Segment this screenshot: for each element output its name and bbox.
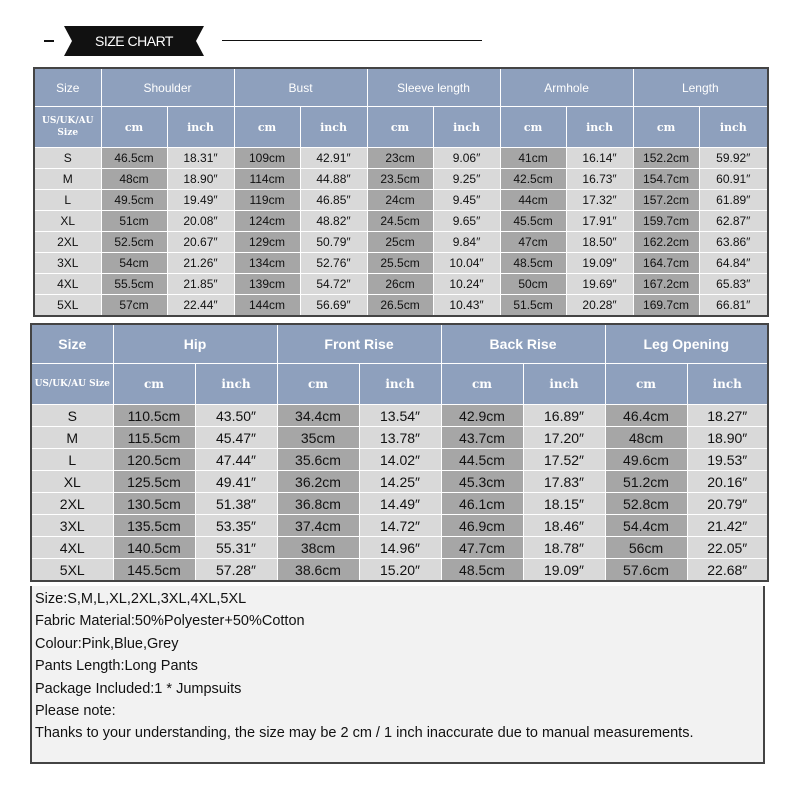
- cm-value-cell: 26.5cm: [367, 295, 433, 317]
- size-cell: XL: [31, 471, 113, 493]
- size-cell: 5XL: [34, 295, 101, 317]
- size-chart-title: SIZE CHART: [95, 33, 173, 49]
- inch-value-cell: 19.53″: [687, 449, 768, 471]
- inch-value-cell: 16.14″: [566, 148, 633, 169]
- cm-value-cell: 46.5cm: [101, 148, 167, 169]
- inch-value-cell: 18.27″: [687, 405, 768, 427]
- cm-value-cell: 164.7cm: [633, 253, 699, 274]
- size-cell: 2XL: [31, 493, 113, 515]
- inch-value-cell: 20.28″: [566, 295, 633, 317]
- inch-value-cell: 18.50″: [566, 232, 633, 253]
- inch-value-cell: 9.25″: [433, 169, 500, 190]
- unit-inch-header: inch: [167, 107, 234, 148]
- cm-value-cell: 135.5cm: [113, 515, 195, 537]
- inch-value-cell: 53.35″: [195, 515, 277, 537]
- cm-value-cell: 44.5cm: [441, 449, 523, 471]
- unit-inch-header: inch: [300, 107, 367, 148]
- inch-value-cell: 9.45″: [433, 190, 500, 211]
- cm-value-cell: 45.5cm: [500, 211, 566, 232]
- unit-cm-header: cm: [441, 364, 523, 405]
- cm-value-cell: 57.6cm: [605, 559, 687, 582]
- cm-value-cell: 157.2cm: [633, 190, 699, 211]
- unit-cm-header: cm: [101, 107, 167, 148]
- inch-value-cell: 50.79″: [300, 232, 367, 253]
- measure-group-header: Bust: [234, 68, 367, 107]
- unit-cm-header: cm: [234, 107, 300, 148]
- inch-value-cell: 47.44″: [195, 449, 277, 471]
- inch-value-cell: 10.04″: [433, 253, 500, 274]
- cm-value-cell: 36.8cm: [277, 493, 359, 515]
- cm-value-cell: 167.2cm: [633, 274, 699, 295]
- cm-value-cell: 50cm: [500, 274, 566, 295]
- unit-cm-header: cm: [277, 364, 359, 405]
- size-column-header: Size: [31, 324, 113, 364]
- size-cell: M: [34, 169, 101, 190]
- inch-value-cell: 54.72″: [300, 274, 367, 295]
- table-row: [34, 295, 768, 317]
- inch-value-cell: 45.47″: [195, 427, 277, 449]
- cm-value-cell: 54.4cm: [605, 515, 687, 537]
- inch-value-cell: 49.41″: [195, 471, 277, 493]
- inch-value-cell: 65.83″: [699, 274, 768, 295]
- table-row: [34, 253, 768, 274]
- cm-value-cell: 154.7cm: [633, 169, 699, 190]
- size-cell: S: [31, 405, 113, 427]
- inch-value-cell: 17.32″: [566, 190, 633, 211]
- inch-value-cell: 44.88″: [300, 169, 367, 190]
- unit-inch-header: inch: [566, 107, 633, 148]
- unit-cm-header: cm: [633, 107, 699, 148]
- cm-value-cell: 25cm: [367, 232, 433, 253]
- inch-value-cell: 13.78″: [359, 427, 441, 449]
- cm-value-cell: 48.5cm: [500, 253, 566, 274]
- note-line: Size:S,M,L,XL,2XL,3XL,4XL,5XL: [35, 591, 247, 607]
- cm-value-cell: 114cm: [234, 169, 300, 190]
- unit-inch-header: inch: [687, 364, 768, 405]
- table-row: [31, 537, 768, 559]
- cm-value-cell: 38.6cm: [277, 559, 359, 582]
- inch-value-cell: 19.09″: [523, 559, 605, 582]
- group-header-row: [34, 68, 768, 107]
- inch-value-cell: 10.24″: [433, 274, 500, 295]
- cm-value-cell: 25.5cm: [367, 253, 433, 274]
- upper-size-table: [33, 67, 769, 317]
- cm-value-cell: 38cm: [277, 537, 359, 559]
- unit-cm-header: cm: [605, 364, 687, 405]
- cm-value-cell: 26cm: [367, 274, 433, 295]
- cm-value-cell: 145.5cm: [113, 559, 195, 582]
- cm-value-cell: 48cm: [605, 427, 687, 449]
- inch-value-cell: 18.31″: [167, 148, 234, 169]
- measure-group-header: Front Rise: [277, 324, 441, 364]
- unit-inch-header: inch: [523, 364, 605, 405]
- cm-value-cell: 42.9cm: [441, 405, 523, 427]
- cm-value-cell: 159.7cm: [633, 211, 699, 232]
- inch-value-cell: 9.84″: [433, 232, 500, 253]
- table-row: [34, 148, 768, 169]
- size-cell: 4XL: [34, 274, 101, 295]
- cm-value-cell: 51.5cm: [500, 295, 566, 317]
- cm-value-cell: 120.5cm: [113, 449, 195, 471]
- cm-value-cell: 23.5cm: [367, 169, 433, 190]
- inch-value-cell: 55.31″: [195, 537, 277, 559]
- cm-value-cell: 129cm: [234, 232, 300, 253]
- cm-value-cell: 124cm: [234, 211, 300, 232]
- measure-group-header: Back Rise: [441, 324, 605, 364]
- inch-value-cell: 22.05″: [687, 537, 768, 559]
- inch-value-cell: 14.02″: [359, 449, 441, 471]
- unit-cm-header: cm: [367, 107, 433, 148]
- unit-header-row: [31, 364, 768, 405]
- lower-size-table: [30, 323, 769, 582]
- inch-value-cell: 18.90″: [167, 169, 234, 190]
- size-cell: XL: [34, 211, 101, 232]
- unit-inch-header: inch: [699, 107, 768, 148]
- product-notes: [30, 586, 765, 764]
- note-line: Please note:: [35, 703, 116, 720]
- cm-value-cell: 162.2cm: [633, 232, 699, 253]
- size-cell: 3XL: [31, 515, 113, 537]
- table-row: [34, 232, 768, 253]
- inch-value-cell: 66.81″: [699, 295, 768, 317]
- inch-value-cell: 17.91″: [566, 211, 633, 232]
- size-cell: S: [34, 148, 101, 169]
- inch-value-cell: 61.89″: [699, 190, 768, 211]
- cm-value-cell: 56cm: [605, 537, 687, 559]
- inch-value-cell: 51.38″: [195, 493, 277, 515]
- cm-value-cell: 49.5cm: [101, 190, 167, 211]
- cm-value-cell: 35.6cm: [277, 449, 359, 471]
- table-row: [31, 405, 768, 427]
- unit-header-row: [34, 107, 768, 148]
- cm-value-cell: 23cm: [367, 148, 433, 169]
- cm-value-cell: 45.3cm: [441, 471, 523, 493]
- size-column-header: Size: [34, 68, 101, 107]
- cm-value-cell: 130.5cm: [113, 493, 195, 515]
- measure-group-header: Shoulder: [101, 68, 234, 107]
- cm-value-cell: 139cm: [234, 274, 300, 295]
- inch-value-cell: 48.82″: [300, 211, 367, 232]
- inch-value-cell: 64.84″: [699, 253, 768, 274]
- inch-value-cell: 52.76″: [300, 253, 367, 274]
- inch-value-cell: 43.50″: [195, 405, 277, 427]
- inch-value-cell: 22.44″: [167, 295, 234, 317]
- inch-value-cell: 59.92″: [699, 148, 768, 169]
- cm-value-cell: 24cm: [367, 190, 433, 211]
- inch-value-cell: 17.83″: [523, 471, 605, 493]
- inch-value-cell: 22.68″: [687, 559, 768, 582]
- cm-value-cell: 110.5cm: [113, 405, 195, 427]
- inch-value-cell: 16.89″: [523, 405, 605, 427]
- inch-value-cell: 18.90″: [687, 427, 768, 449]
- size-chart-banner: [64, 26, 204, 56]
- inch-value-cell: 9.06″: [433, 148, 500, 169]
- inch-value-cell: 21.85″: [167, 274, 234, 295]
- inch-value-cell: 19.69″: [566, 274, 633, 295]
- table-row: [34, 211, 768, 232]
- inch-value-cell: 20.08″: [167, 211, 234, 232]
- cm-value-cell: 115.5cm: [113, 427, 195, 449]
- cm-value-cell: 49.6cm: [605, 449, 687, 471]
- cm-value-cell: 48cm: [101, 169, 167, 190]
- cm-value-cell: 152.2cm: [633, 148, 699, 169]
- inch-value-cell: 57.28″: [195, 559, 277, 582]
- header-rule: [222, 40, 482, 41]
- size-cell: 4XL: [31, 537, 113, 559]
- cm-value-cell: 125.5cm: [113, 471, 195, 493]
- inch-value-cell: 63.86″: [699, 232, 768, 253]
- inch-value-cell: 19.09″: [566, 253, 633, 274]
- table-row: [31, 559, 768, 582]
- size-cell: 3XL: [34, 253, 101, 274]
- cm-value-cell: 57cm: [101, 295, 167, 317]
- inch-value-cell: 17.20″: [523, 427, 605, 449]
- table-row: [31, 449, 768, 471]
- header-dash: [44, 40, 54, 42]
- cm-value-cell: 46.9cm: [441, 515, 523, 537]
- inch-value-cell: 14.25″: [359, 471, 441, 493]
- inch-value-cell: 15.20″: [359, 559, 441, 582]
- measure-group-header: Leg Opening: [605, 324, 768, 364]
- cm-value-cell: 46.1cm: [441, 493, 523, 515]
- inch-value-cell: 62.87″: [699, 211, 768, 232]
- table-row: [31, 471, 768, 493]
- inch-value-cell: 19.49″: [167, 190, 234, 211]
- inch-value-cell: 18.46″: [523, 515, 605, 537]
- table-row: [31, 427, 768, 449]
- size-chart-header: [0, 0, 800, 70]
- inch-value-cell: 21.26″: [167, 253, 234, 274]
- size-region-label: US/UK/AU Size: [34, 107, 101, 148]
- cm-value-cell: 52.8cm: [605, 493, 687, 515]
- unit-cm-header: cm: [113, 364, 195, 405]
- table-row: [31, 493, 768, 515]
- inch-value-cell: 17.52″: [523, 449, 605, 471]
- cm-value-cell: 119cm: [234, 190, 300, 211]
- table-row: [34, 190, 768, 211]
- cm-value-cell: 46.4cm: [605, 405, 687, 427]
- measure-group-header: Sleeve length: [367, 68, 500, 107]
- size-region-label: US/UK/AU Size: [31, 364, 113, 405]
- cm-value-cell: 36.2cm: [277, 471, 359, 493]
- measure-group-header: Hip: [113, 324, 277, 364]
- note-line: Fabric Material:50%Polyester+50%Cotton: [35, 613, 305, 630]
- table-row: [34, 274, 768, 295]
- cm-value-cell: 35cm: [277, 427, 359, 449]
- inch-value-cell: 14.72″: [359, 515, 441, 537]
- table-row: [34, 169, 768, 190]
- cm-value-cell: 43.7cm: [441, 427, 523, 449]
- cm-value-cell: 51cm: [101, 211, 167, 232]
- inch-value-cell: 10.43″: [433, 295, 500, 317]
- cm-value-cell: 47cm: [500, 232, 566, 253]
- note-line: Package Included:1 * Jumpsuits: [35, 680, 242, 697]
- inch-value-cell: 20.67″: [167, 232, 234, 253]
- cm-value-cell: 52.5cm: [101, 232, 167, 253]
- cm-value-cell: 37.4cm: [277, 515, 359, 537]
- inch-value-cell: 20.79″: [687, 493, 768, 515]
- inch-value-cell: 14.96″: [359, 537, 441, 559]
- cm-value-cell: 42.5cm: [500, 169, 566, 190]
- table-row: [31, 515, 768, 537]
- cm-value-cell: 134cm: [234, 253, 300, 274]
- cm-value-cell: 44cm: [500, 190, 566, 211]
- cm-value-cell: 51.2cm: [605, 471, 687, 493]
- inch-value-cell: 13.54″: [359, 405, 441, 427]
- note-line: Pants Length:Long Pants: [35, 658, 198, 675]
- inch-value-cell: 21.42″: [687, 515, 768, 537]
- unit-inch-header: inch: [195, 364, 277, 405]
- inch-value-cell: 14.49″: [359, 493, 441, 515]
- inch-value-cell: 42.91″: [300, 148, 367, 169]
- unit-inch-header: inch: [359, 364, 441, 405]
- cm-value-cell: 34.4cm: [277, 405, 359, 427]
- inch-value-cell: 18.78″: [523, 537, 605, 559]
- inch-value-cell: 18.15″: [523, 493, 605, 515]
- inch-value-cell: 20.16″: [687, 471, 768, 493]
- cm-value-cell: 24.5cm: [367, 211, 433, 232]
- group-header-row: [31, 324, 768, 364]
- cm-value-cell: 55.5cm: [101, 274, 167, 295]
- note-line: Colour:Pink,Blue,Grey: [35, 635, 179, 652]
- cm-value-cell: 169.7cm: [633, 295, 699, 317]
- inch-value-cell: 16.73″: [566, 169, 633, 190]
- size-cell: 2XL: [34, 232, 101, 253]
- inch-value-cell: 9.65″: [433, 211, 500, 232]
- cm-value-cell: 144cm: [234, 295, 300, 317]
- size-cell: L: [31, 449, 113, 471]
- inch-value-cell: 60.91″: [699, 169, 768, 190]
- note-line: Thanks to your understanding, the size may be 2 cm / 1 inch inaccurate due to manual measurements.: [35, 725, 694, 742]
- inch-value-cell: 46.85″: [300, 190, 367, 211]
- size-cell: L: [34, 190, 101, 211]
- size-cell: 5XL: [31, 559, 113, 582]
- measure-group-header: Length: [633, 68, 768, 107]
- cm-value-cell: 109cm: [234, 148, 300, 169]
- size-cell: M: [31, 427, 113, 449]
- cm-value-cell: 41cm: [500, 148, 566, 169]
- measure-group-header: Armhole: [500, 68, 633, 107]
- unit-cm-header: cm: [500, 107, 566, 148]
- inch-value-cell: 56.69″: [300, 295, 367, 317]
- cm-value-cell: 47.7cm: [441, 537, 523, 559]
- cm-value-cell: 54cm: [101, 253, 167, 274]
- cm-value-cell: 140.5cm: [113, 537, 195, 559]
- unit-inch-header: inch: [433, 107, 500, 148]
- cm-value-cell: 48.5cm: [441, 559, 523, 582]
